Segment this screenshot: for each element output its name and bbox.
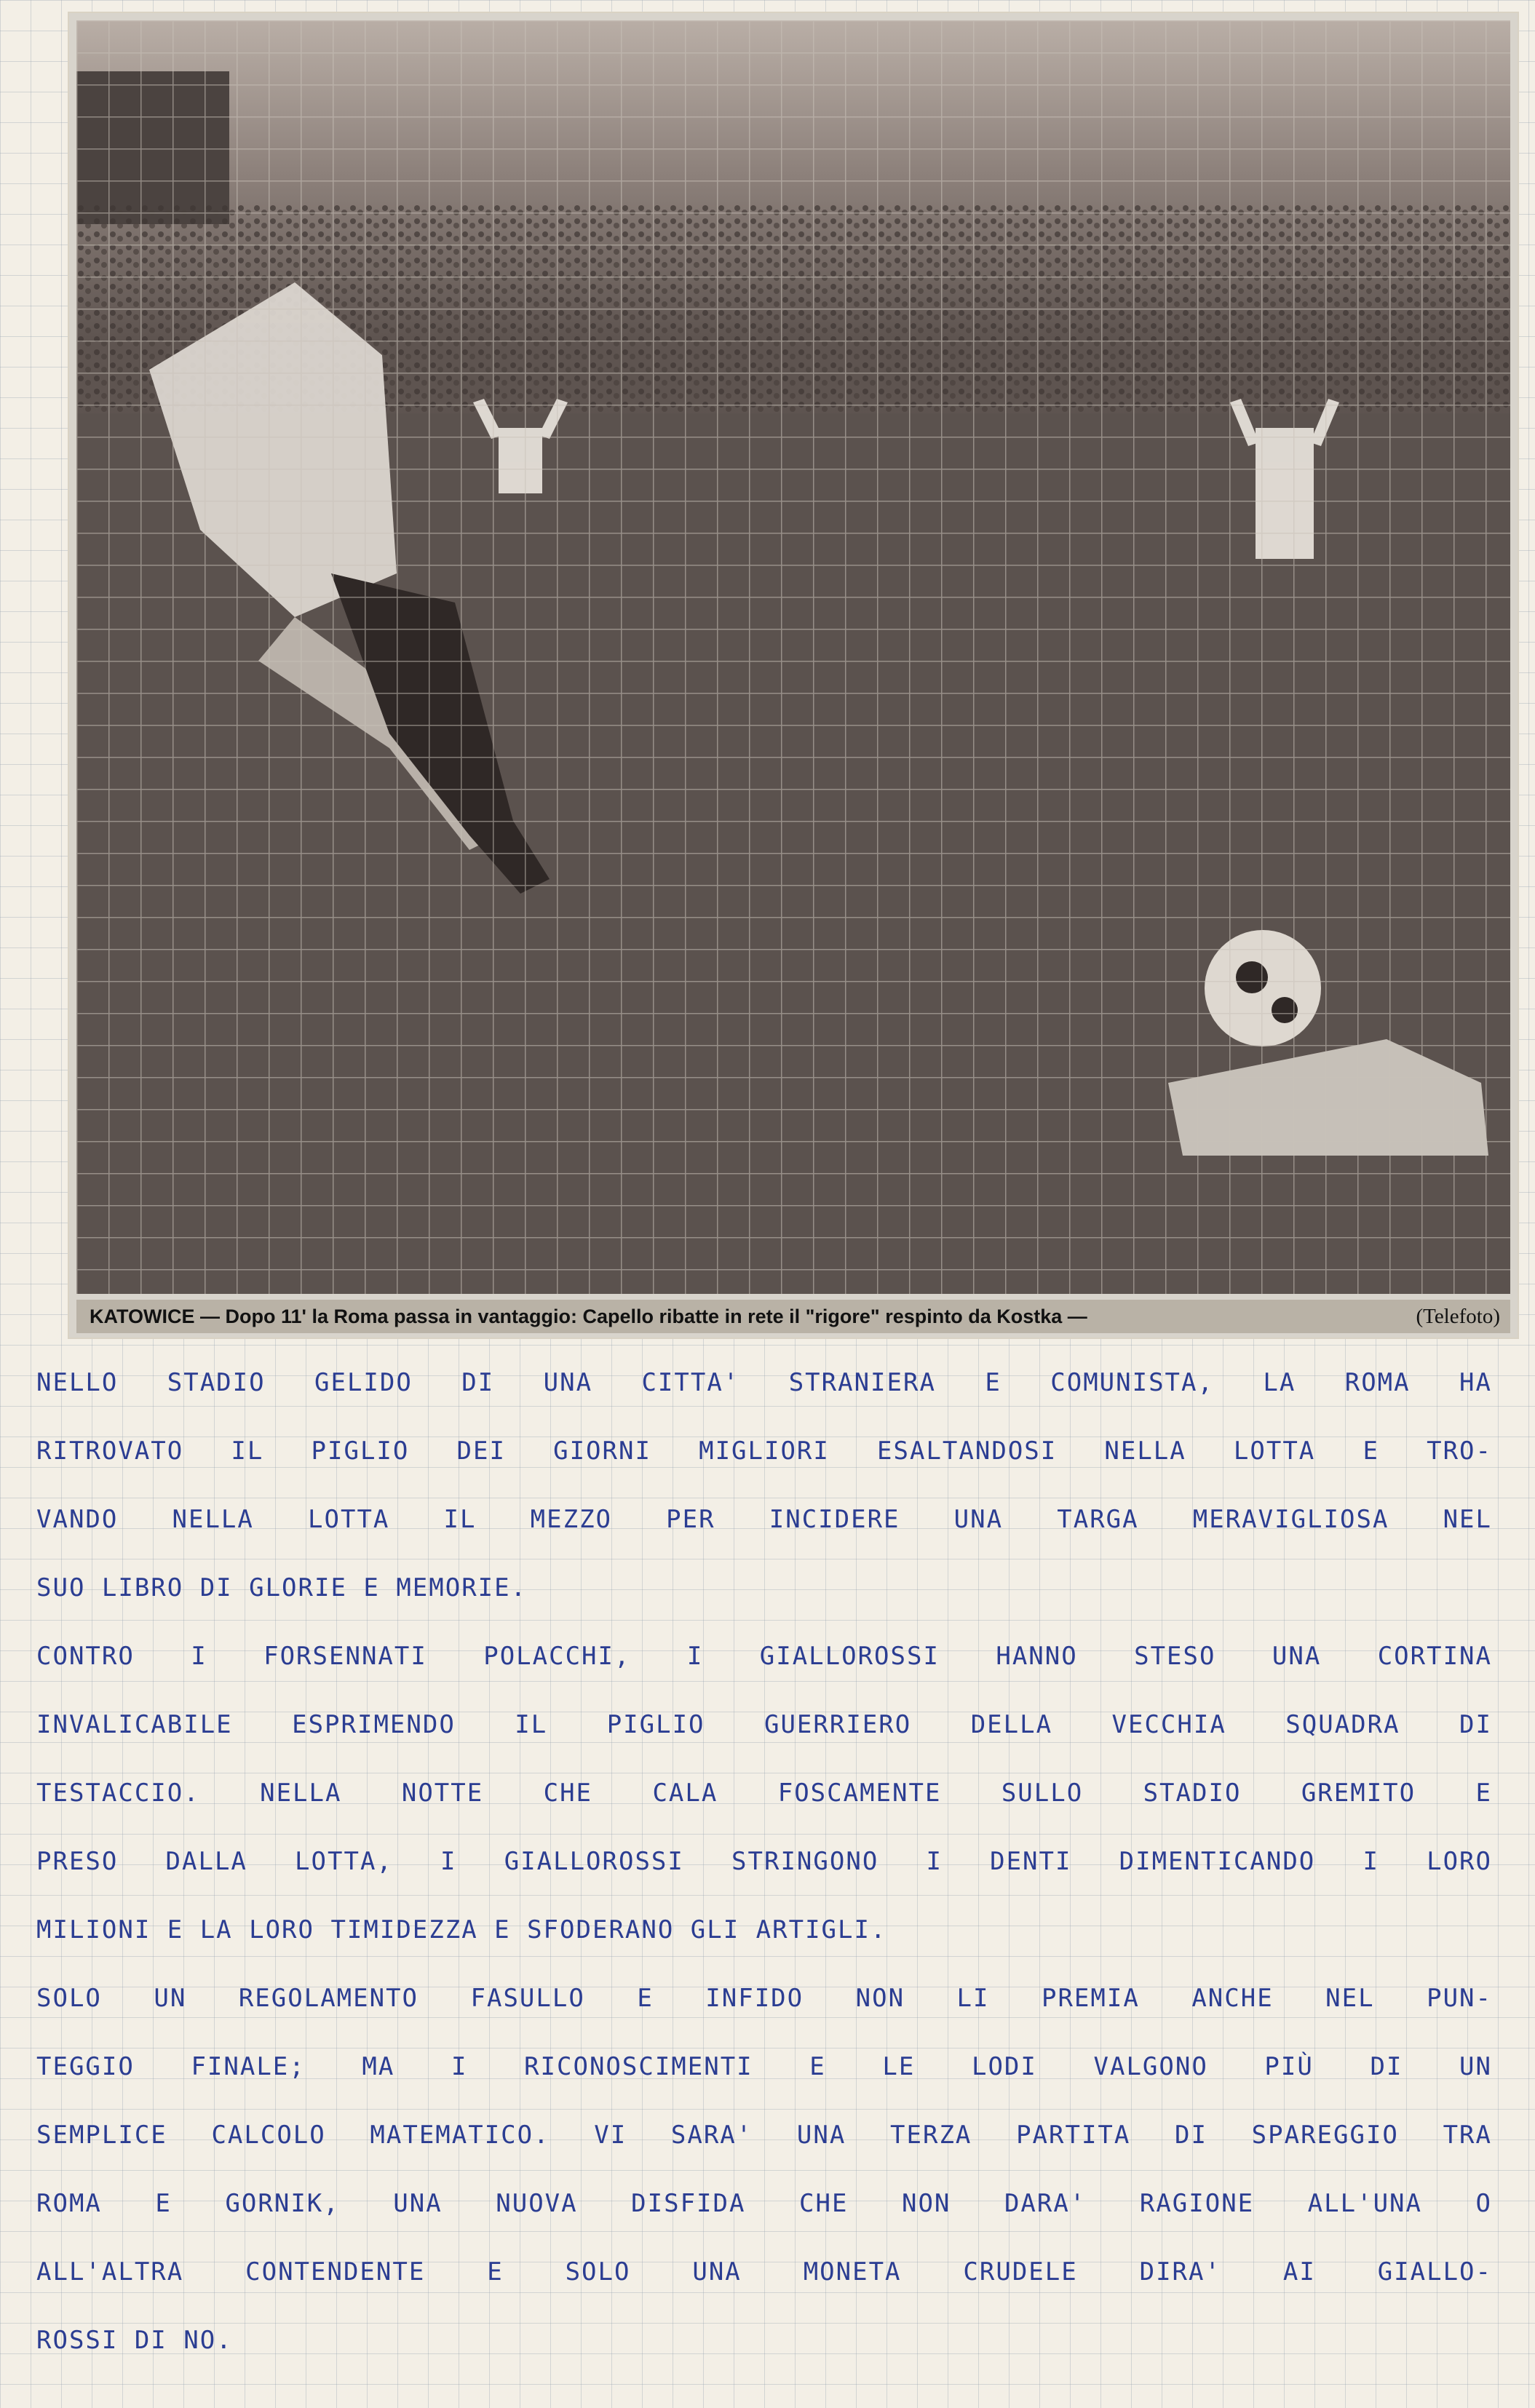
notes-line: TESTACCIO. NELLA NOTTE CHE CALA FOSCAMENTE SULLO STADIO GREMITO E — [36, 1779, 1492, 1808]
notes-line: ROSSI DI NO. — [36, 2326, 233, 2355]
notes-line: INVALICABILE ESPRIMENDO IL PIGLIO GUERRIERO DELLA VECCHIA SQUADRA DI — [36, 1710, 1492, 1739]
notes-line: ALL'ALTRA CONTENDENTE E SOLO UNA MONETA CRUDELE DIRA' AI GIALLO- — [36, 2257, 1492, 2286]
caption-text: KATOWICE — Dopo 11' la Roma passa in vantaggio: Capello ribatte in rete il "rigore" respinto da Kostka — — [90, 1306, 1087, 1327]
match-photo — [76, 20, 1510, 1294]
caption-credit: (Telefoto) — [1416, 1305, 1500, 1328]
newspaper-clipping — [69, 13, 1518, 1338]
notes-line: SUO LIBRO DI GLORIE E MEMORIE. — [36, 1573, 528, 1602]
notes-line: VANDO NELLA LOTTA IL MEZZO PER INCIDERE UNA TARGA MERAVIGLIOSA NEL — [36, 1505, 1492, 1534]
notes-line: MILIONI E LA LORO TIMIDEZZA E SFODERANO GLI ARTIGLI. — [36, 1915, 887, 1944]
notes-line: RITROVATO IL PIGLIO DEI GIORNI MIGLIORI ESALTANDOSI NELLA LOTTA E TRO- — [36, 1437, 1492, 1466]
notes-line: ROMA E GORNIK, UNA NUOVA DISFIDA CHE NON DARA' RAGIONE ALL'UNA O — [36, 2189, 1492, 2218]
notes-line: SOLO UN REGOLAMENTO FASULLO E INFIDO NON LI PREMIA ANCHE NEL PUN- — [36, 1984, 1492, 2013]
notes-line: SEMPLICE CALCOLO MATEMATICO. VI SARA' UNA TERZA PARTITA DI SPAREGGIO TRA — [36, 2121, 1492, 2150]
photo-caption — [76, 1300, 1510, 1333]
notes-line: CONTRO I FORSENNATI POLACCHI, I GIALLOROSSI HANNO STESO UNA CORTINA — [36, 1642, 1492, 1671]
notes-line: TEGGIO FINALE; MA I RICONOSCIMENTI E LE LODI VALGONO PIÙ DI UN — [36, 2052, 1492, 2081]
notes-line: NELLO STADIO GELIDO DI UNA CITTA' STRANIERA E COMUNISTA, LA ROMA HA — [36, 1368, 1492, 1397]
notes-line: PRESO DALLA LOTTA, I GIALLOROSSI STRINGONO I DENTI DIMENTICANDO I LORO — [36, 1847, 1492, 1876]
